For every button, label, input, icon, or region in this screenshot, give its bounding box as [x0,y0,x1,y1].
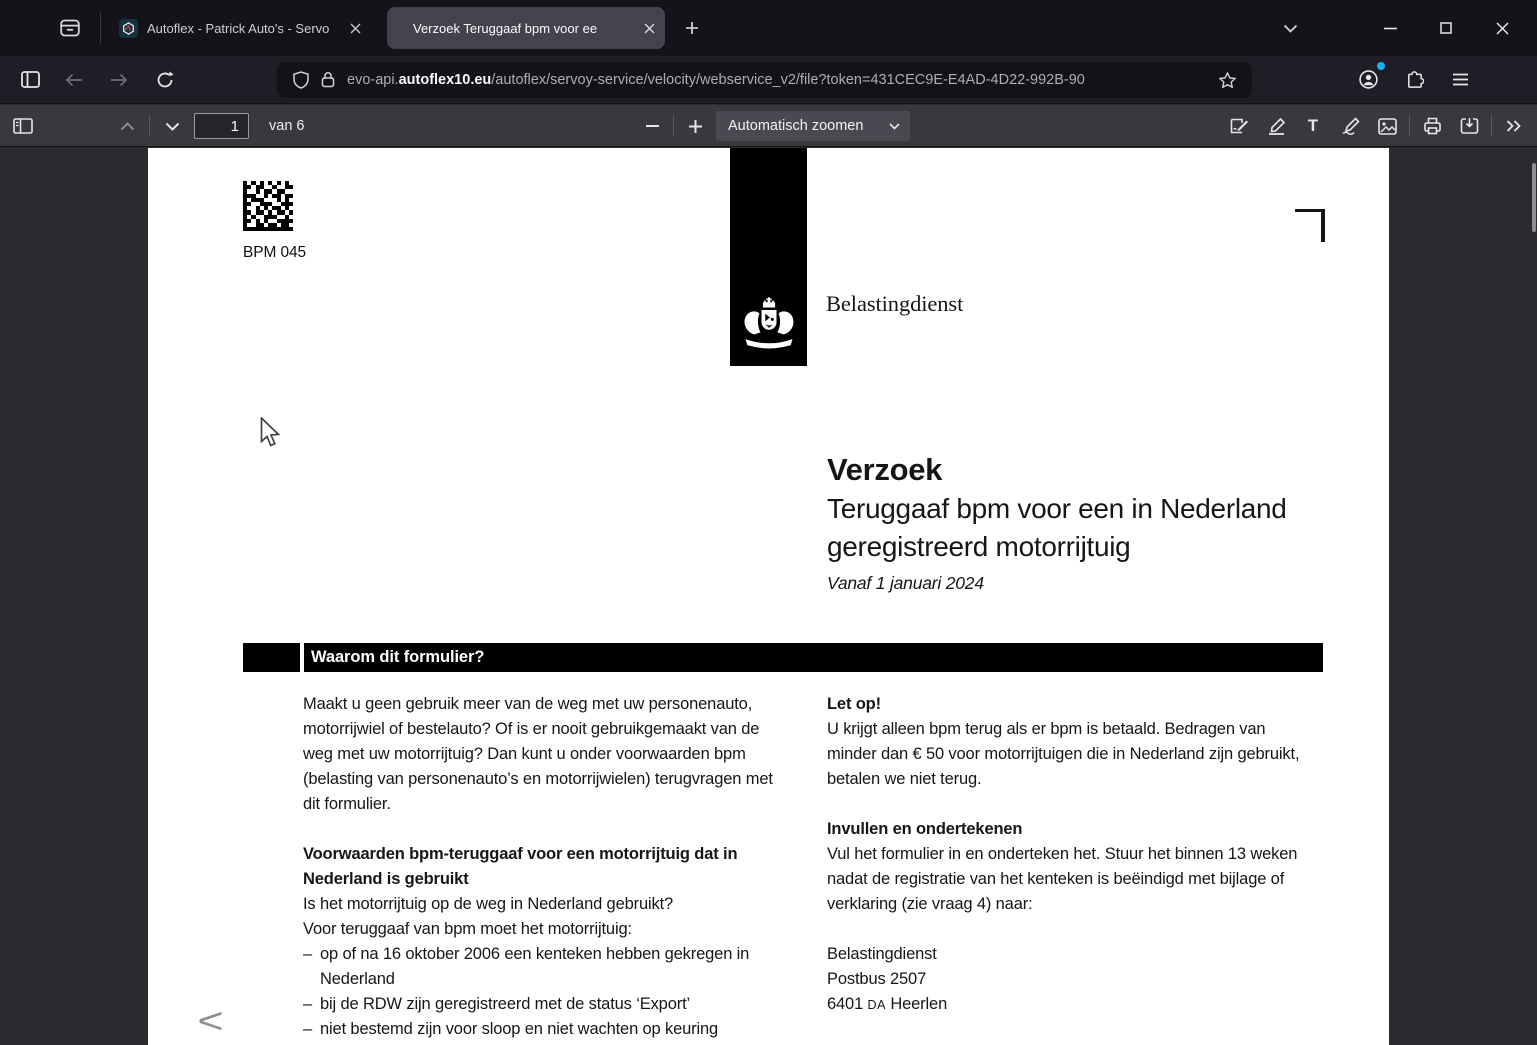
draw-button[interactable] [1335,111,1365,141]
pdf-sidebar-icon [13,118,33,134]
barcode-label: BPM 045 [243,244,307,261]
bookmark-star-button[interactable] [1219,72,1236,88]
plus-icon [685,21,699,35]
highlighter-icon [1267,117,1286,135]
zoom-in-button[interactable] [680,111,710,141]
tab-bar [0,0,1537,56]
tab-autoflex[interactable] [109,7,371,49]
chevron-down-icon [889,123,900,130]
tabbar-separator [100,13,101,43]
signature-icon [1230,117,1249,135]
sign-paragraph: Vul het formulier in en onderteken het. Stuur het binnen 13 weken nadat de registratie van het kenteken is beëindigd met bijlage of verklaring (zie vraag 4) naar: [827,845,1298,913]
text-tool-button[interactable] [1298,111,1328,141]
corner-crop-mark [1295,209,1325,242]
autoflex-favicon-icon [119,19,138,38]
intro-paragraph: Maakt u geen gebruik meer van de weg met uw personenauto, motorrijwiel of bestelauto? Of is er nooit gebruikgemaakt van de weg met uw motorrijtuig? Dan kunt u onder voorwaarden bpm (belasting van personenauto’s en motorrijwielen) terugvragen met dit formulier. [303,695,773,813]
pdf-toolbar [0,105,1537,147]
download-icon [1460,117,1479,135]
save-button[interactable] [1454,111,1484,141]
note-heading: Let op! [827,695,881,713]
minimize-button[interactable] [1373,11,1407,45]
hamburger-menu-icon [1452,73,1469,86]
pdf-page [148,148,1389,1045]
tab-title: Verzoek Teruggaaf bpm voor ee [413,20,598,36]
sidebar-icon [21,71,40,88]
url-domain: autoflex10.eu [398,71,492,88]
url-bar[interactable] [277,62,1252,98]
edit-signature-button[interactable] [1224,111,1254,141]
close-tab-icon[interactable] [644,23,655,34]
address-line: Belastingdienst [827,945,937,963]
firefox-view-icon [59,17,81,39]
minus-icon [646,125,659,127]
sidebar-toggle-button[interactable] [14,64,46,96]
pdf-sidebar-toggle-button[interactable] [8,111,38,141]
chevron-down-icon [1283,24,1298,33]
form-title: Verzoek [827,452,943,487]
navigation-toolbar [0,56,1537,104]
back-arrow-icon [65,73,83,87]
conditions-line-1: Is het motorrijtuig op de weg in Nederland gebruikt? [303,895,674,913]
belastingdienst-logo-text: Belastingdienst [826,291,964,316]
page-number-input[interactable] [194,113,249,139]
account-button[interactable] [1352,64,1384,96]
datamatrix-barcode [243,181,293,231]
tab-verzoek[interactable] [387,7,665,49]
tracking-shield-icon[interactable] [293,71,309,89]
form-subtitle: Teruggaaf bpm voor een in Nederland geregistreerd motorrijtuig [827,493,1287,562]
chevron-up-icon [120,122,135,131]
double-chevron-right-icon [1506,120,1522,132]
list-item: – bij de RDW zijn geregistreerd met de status ‘Export’ [303,995,691,1013]
maximize-icon [1440,22,1452,34]
image-icon [1378,118,1397,135]
right-text-column [827,692,1309,1042]
tab-title: Autoflex - Patrick Auto's - Servo [147,20,330,36]
new-tab-button[interactable] [675,11,709,45]
ink-pen-icon [1341,117,1360,135]
plus-icon [689,120,702,133]
lock-icon[interactable] [321,71,335,88]
highlight-button[interactable] [1261,111,1291,141]
zoom-select-label: Automatisch zoomen [728,118,864,134]
section-number-block [243,643,300,672]
account-icon [1359,70,1378,89]
app-menu-button[interactable] [1444,64,1476,96]
conditions-list [303,942,773,1042]
minimize-icon [1384,27,1397,30]
close-window-button[interactable] [1485,11,1519,45]
conditions-line-2: Voor teruggaaf van bpm moet het motorrijtuig: [303,920,632,938]
section-header-title: Waarom dit formulier? [304,643,1323,672]
more-tools-button[interactable] [1499,111,1529,141]
puzzle-piece-icon [1405,70,1424,89]
rijksoverheid-ribbon [730,148,807,366]
printer-icon [1423,117,1442,135]
form-date-line: Vanaf 1 januari 2024 [827,573,984,593]
postal-address [827,942,1309,1018]
address-line: Postbus 2507 [827,970,927,988]
sign-heading: Invullen en ondertekenen [827,820,1023,838]
dutch-coat-of-arms-icon [739,296,799,354]
forward-arrow-icon [110,73,128,87]
notification-dot [1377,62,1385,70]
address-line: 6401 DA Heerlen [827,995,948,1013]
add-image-button[interactable] [1372,111,1402,141]
extensions-button[interactable] [1398,64,1430,96]
list-all-tabs-button[interactable] [1273,11,1307,45]
list-item: – niet bestemd zijn voor sloop en niet wachten op keuring [303,1020,719,1038]
section-header-band [243,643,1323,672]
conditions-heading: Voorwaarden bpm-teruggaaf voor een motorrijtuig dat in Nederland is gebruikt [303,845,738,888]
page-count-label: van 6 [269,118,305,134]
url-prefix: evo-api. [347,71,399,88]
next-page-button[interactable] [157,111,187,141]
left-text-column [303,692,773,1042]
pdf-viewer-area[interactable] [0,147,1537,1045]
firefox-view-button[interactable] [52,10,88,46]
list-item: – op of na 16 oktober 2006 een kenteken hebben gekregen in Nederland [303,945,750,988]
chevron-down-icon [165,122,180,131]
reload-button[interactable] [149,64,181,96]
zoom-out-button[interactable] [637,111,667,141]
back-button[interactable] [58,64,90,96]
print-button[interactable] [1417,111,1447,141]
note-paragraph: U krijgt alleen bpm terug als er bpm is betaald. Bedragen van minder dan € 50 voor motorrijtuigen die in Nederland zijn gebruikt, betalen we niet terug. [827,720,1300,788]
scrollbar-thumb[interactable] [1532,163,1536,232]
page-edge-mark: < [197,1000,224,1041]
maximize-button[interactable] [1429,11,1463,45]
previous-page-button[interactable] [112,111,142,141]
text-tool-icon: T [1307,116,1319,135]
mouse-cursor-icon [260,417,283,448]
close-icon [1496,22,1509,35]
url-path: /autoflex/servoy-service/velocity/webservice_v2/file?token=431CEC9E-E4AD-4D22-992B-90 [491,71,1085,88]
close-tab-icon[interactable] [350,23,361,34]
zoom-select[interactable] [716,111,910,141]
reload-icon [156,71,174,89]
forward-button[interactable] [103,64,135,96]
url-text [347,72,1213,88]
